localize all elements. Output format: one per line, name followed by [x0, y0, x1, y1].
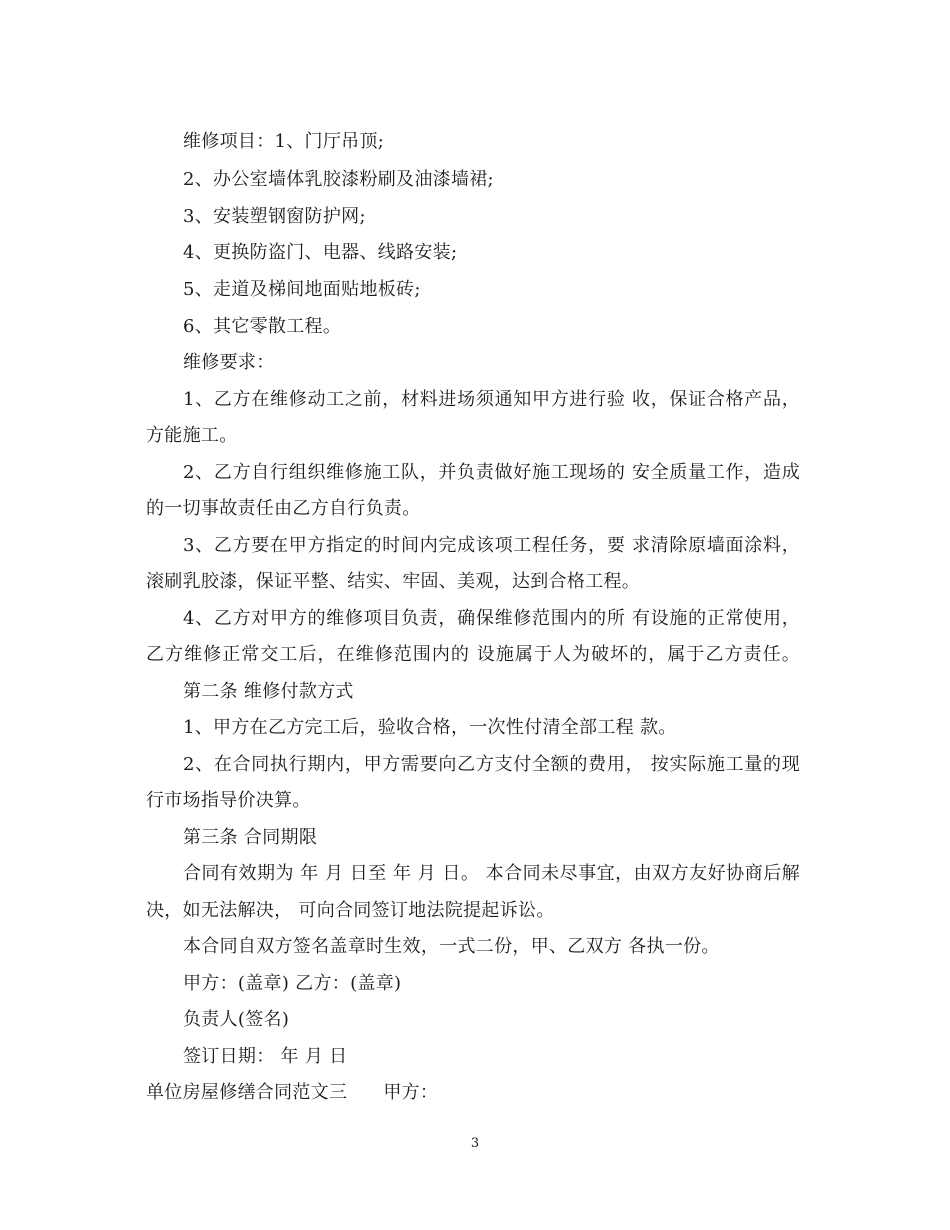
paragraph-line: 决，如无法解决， 可向合同签订地法院提起诉讼。 — [146, 900, 555, 921]
paragraph-line: 合同有效期为 年 月 日至 年 月 日。 本合同未尽事宜，由双方友好协商后解 — [183, 863, 800, 884]
next-document-title-line — [146, 1081, 438, 1105]
page-number: 3 — [470, 1136, 480, 1151]
paragraph-line: 方能施工。 — [146, 425, 238, 446]
paragraph-line: 4、乙方对甲方的维修项目负责，确保维修范围内的所 有设施的正常使用， — [183, 608, 800, 629]
date-line: 签订日期： 年 月 日 — [183, 1046, 348, 1067]
paragraph-line: 1、乙方在维修动工之前，材料进场须通知甲方进行验 收，保证合格产品， — [183, 389, 800, 410]
paragraph-line: 3、安装塑钢窗防护网; — [183, 206, 366, 227]
paragraph-line: 2、办公室墙体乳胶漆粉刷及油漆墙裙; — [183, 169, 494, 190]
party-a-label: 甲方： — [383, 1082, 439, 1103]
paragraph-line: 维修项目：1、门厅吊顶; — [183, 131, 385, 152]
section-heading: 第二条 维修付款方式 — [183, 681, 354, 702]
paragraph-line: 3、乙方要在甲方指定的时间内完成该项工程任务，要 求清除原墙面涂料， — [183, 535, 800, 556]
paragraph-line: 4、更换防盗门、电器、线路安装; — [183, 242, 458, 263]
signature-line: 甲方：(盖章) 乙方：(盖章) — [183, 973, 402, 994]
paragraph-line: 滚刷乳胶漆，保证平整、结实、牢固、美观，达到合格工程。 — [146, 571, 641, 592]
paragraph-line: 行市场指导价决算。 — [146, 790, 311, 811]
paragraph-line: 1、甲方在乙方完工后，验收合格，一次性付清全部工程 款。 — [183, 717, 677, 738]
paragraph-line: 的一切事故责任由乙方自行负责。 — [146, 498, 421, 519]
next-document-title: 单位房屋修缮合同范文三 — [146, 1082, 348, 1103]
signature-line: 负责人(签名) — [183, 1009, 290, 1030]
paragraph-line: 2、在合同执行期内，甲方需要向乙方支付全额的费用， 按实际施工量的现 — [183, 754, 800, 775]
paragraph-line: 5、走道及梯间地面贴地板砖; — [183, 279, 421, 300]
paragraph-line: 2、乙方自行组织维修施工队，并负责做好施工现场的 安全质量工作，造成 — [183, 462, 800, 483]
paragraph-line: 本合同自双方签名盖章时生效，一式二份，甲、乙双方 各执一份。 — [183, 936, 720, 957]
section-heading: 维修要求： — [183, 352, 275, 373]
paragraph-line: 6、其它零散工程。 — [183, 316, 342, 337]
paragraph-line: 乙方维修正常交工后，在维修范围内的 设施属于人为破坏的，属于乙方责任。 — [146, 644, 800, 665]
section-heading: 第三条 合同期限 — [183, 827, 318, 848]
